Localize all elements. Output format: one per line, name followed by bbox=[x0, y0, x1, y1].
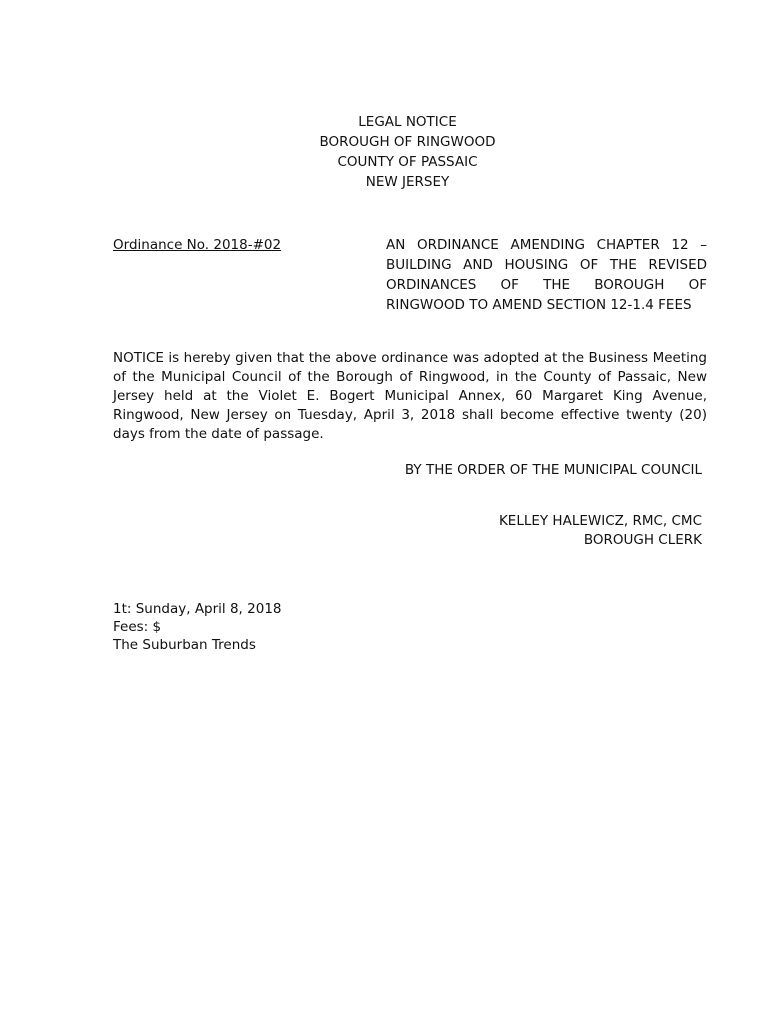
publication-newspaper: The Suburban Trends bbox=[113, 637, 256, 653]
clerk-name: KELLEY HALEWICZ, RMC, CMC bbox=[498, 513, 702, 529]
ordinance-title: AN ORDINANCE AMENDING CHAPTER 12 – BUILDING AND HOUSING OF THE REVISED ORDINANCES OF THE BOROUGH OF RINGWOOD TO AMEND SECTION 12-1.4 FEES bbox=[386, 237, 707, 313]
publication-footer bbox=[113, 600, 282, 654]
clerk-title: BOROUGH CLERK bbox=[583, 532, 702, 548]
notice-body-paragraph: NOTICE is hereby given that the above ordinance was adopted at the Business Meeting of the Municipal Council of the Borough of Ringwood, in the County of Passaic, New Jersey held at the Violet E. Bogert Municipal Annex, 60 Margaret King Avenue, Ringwood, New Jersey on Tuesday, April 3, 2018 shall become effective twenty (20) days from the date of passage. bbox=[113, 350, 707, 442]
publication-date: 1t: Sunday, April 8, 2018 bbox=[113, 601, 282, 617]
header-borough: BOROUGH OF RINGWOOD bbox=[319, 134, 496, 150]
header-state: NEW JERSEY bbox=[365, 174, 450, 190]
ordinance-number: Ordinance No. 2018-#02 bbox=[113, 237, 282, 253]
publication-fees: Fees: $ bbox=[113, 619, 162, 635]
header-legal-notice: LEGAL NOTICE bbox=[358, 114, 457, 130]
notice-header bbox=[0, 112, 770, 192]
council-order-line: BY THE ORDER OF THE MUNICIPAL COUNCIL bbox=[404, 462, 702, 478]
clerk-signature-block bbox=[499, 512, 702, 550]
header-county: COUNTY OF PASSAIC bbox=[337, 154, 478, 170]
